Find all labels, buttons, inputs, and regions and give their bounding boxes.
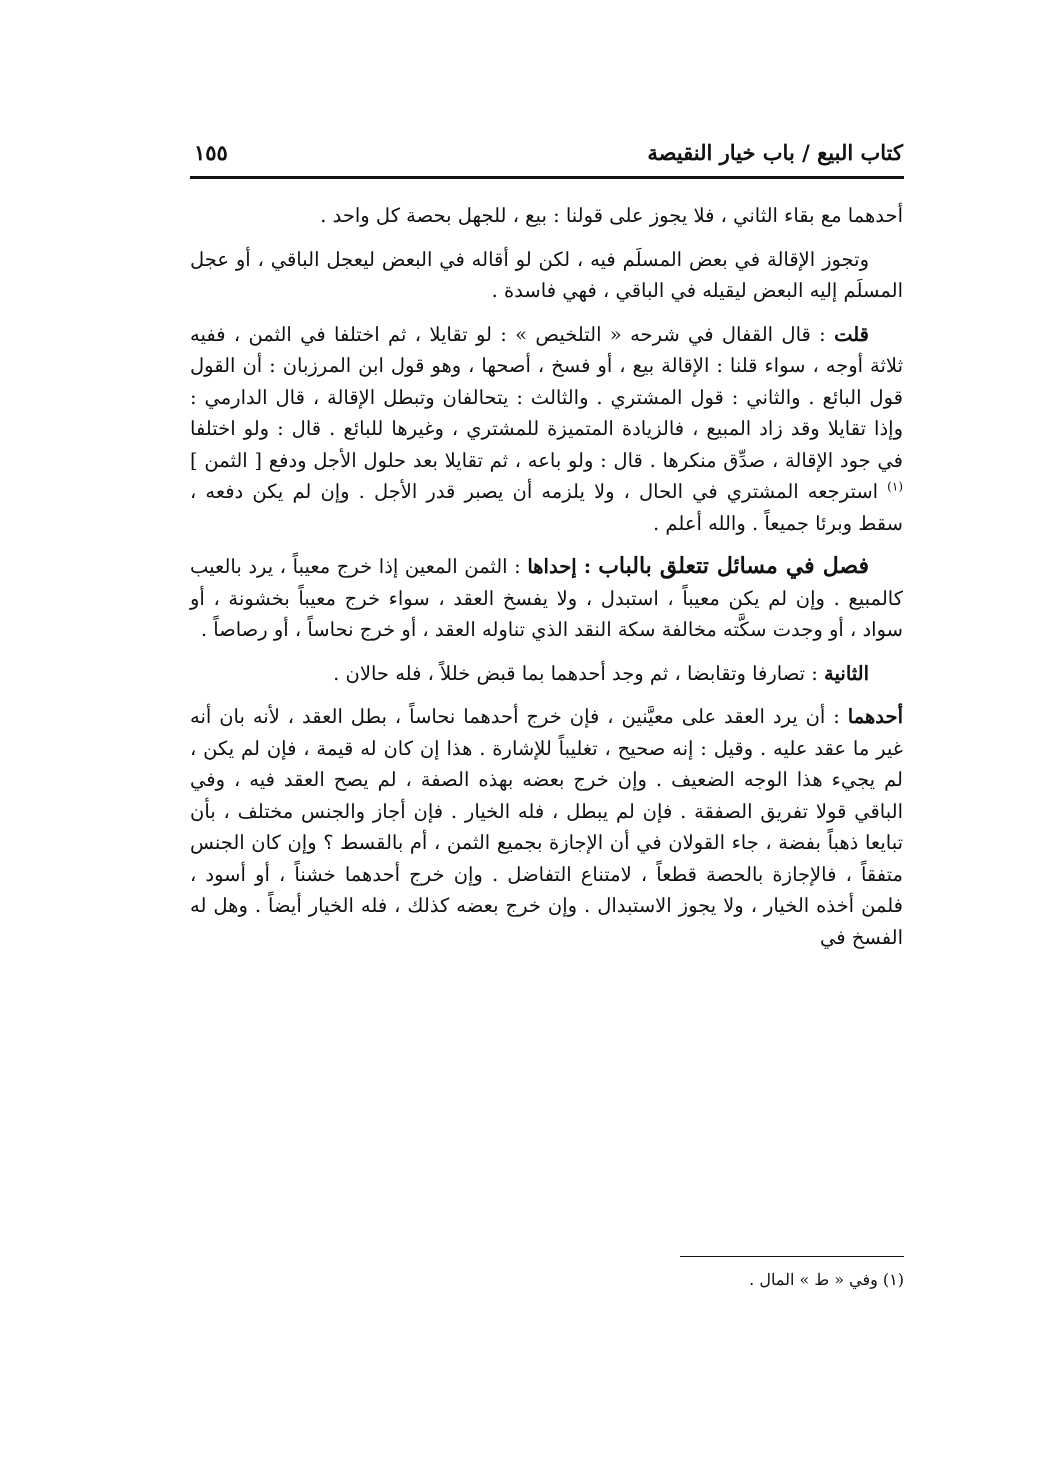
paragraph-lead: قلت <box>834 322 869 346</box>
paragraph-3 <box>190 319 903 540</box>
paragraph-text: : قال القفال في شرحه « التلخيص » : لو تقايلا ، ثم اختلفا في الثمن ، ففيه ثلاثة أوجه ، سواء قلنا : الإقالة بيع ، أو فسخ ، أصحها ، وهو قول ابن المرزبان : أن القول قول البائع . والثاني : قول المشتري . والثالث : يتحالفان وتبطل الإقالة ، قال الدارمي : وإذا تقايلا وقد زاد المبيع ، فالزيادة المتميزة للمشتري ، وغيرها للبائع . قال : ولو اختلفا في جود الإقالة ، صدِّق منكرها . قال : ولو باعه ، ثم تقايلا بعد حلول الأجل ودفع [ الثمن ] <box>190 322 903 472</box>
paragraph-text: استرجعه المشتري في الحال ، ولا يلزمه أن يصبر قدر الأجل . وإن لم يكن دفعه ، سقط وبرئا جميعاً . والله أعلم . <box>190 480 903 535</box>
paragraph-lead: : إحداها <box>527 555 599 578</box>
footnote: (١) وفي « ط » المال . <box>749 1270 904 1289</box>
paragraph-text: : الثمن المعين إذا خرج معيباً ، يرد بالعيب كالمبيع . وإن لم يكن معيباً ، استبدل ، ولا يفسخ العقد ، سواء خرج معيباً بخشونة ، أو سواد ، أو وجدت سكَّته مخالفة سكة النقد الذي تناوله العقد ، أو خرج نحاساً ، أو رصاصاً . <box>190 555 903 641</box>
section-heading: فصل في مسائل تتعلق بالباب <box>598 553 869 579</box>
paragraph-2 <box>190 244 903 307</box>
running-header <box>190 136 903 172</box>
chapter-title: كتاب البيع / باب خيار النقيصة <box>647 140 903 165</box>
footnote-divider <box>680 1256 904 1257</box>
paragraph-6 <box>190 701 903 953</box>
paragraph-4 <box>190 551 903 646</box>
main-text <box>190 200 903 965</box>
paragraph-text: : تصارفا وتقابضا ، ثم وجد أحدهما بما قبض خللاً ، فله حالان . <box>333 661 825 685</box>
paragraph-lead: الثانية <box>824 661 869 685</box>
paragraph-text: : أن يرد العقد على معيَّنين ، فإن خرج أحدهما نحاساً ، بطل العقد ، لأنه بان أنه غير ما عقد عليه . وقيل : إنه صحيح ، تغليباً للإشارة . هذا إن كان له قيمة ، فإن لم يكن ، لم يجيء هذا الوجه الضعيف . وإن خرج بعضه بهذه الصفة ، لم يصح العقد فيه ، وفي الباقي قولا تفريق الصفقة . فإن لم يبطل ، فله الخيار . فإن أجاز والجنس مختلف ، بأن تبايعا ذهباً بفضة ، جاء القولان في أن الإجازة بجميع الثمن ، أم بالقسط ؟ وإن كان الجنس متفقاً ، فالإجازة بالحصة قطعاً ، لامتناع التفاضل . وإن خرج أحدهما خشناً ، أو أسود ، فلمن أخذه الخيار ، ولا يجوز الاستبدال . وإن خرج بعضه كذلك ، فله الخيار أيضاً . وهل له الفسخ في <box>190 705 903 949</box>
footnote-reference[interactable]: (١) <box>887 479 903 494</box>
page-number: ١٥٥ <box>194 140 228 165</box>
paragraph-lead: أحدهما <box>847 705 903 728</box>
paragraph-text: وتجوز الإقالة في بعض المسلَم فيه ، لكن لو أقاله في البعض ليعجل الباقي ، أو عجل المسلَم إليه البعض ليقيله في الباقي ، فهي فاسدة . <box>190 247 903 302</box>
paragraph-1 <box>190 200 903 232</box>
paragraph-text: أحدهما مع بقاء الثاني ، فلا يجوز على قولنا : بيع ، للجهل بحصة كل واحد . <box>320 204 903 227</box>
paragraph-5 <box>190 658 903 690</box>
header-divider <box>190 176 904 179</box>
